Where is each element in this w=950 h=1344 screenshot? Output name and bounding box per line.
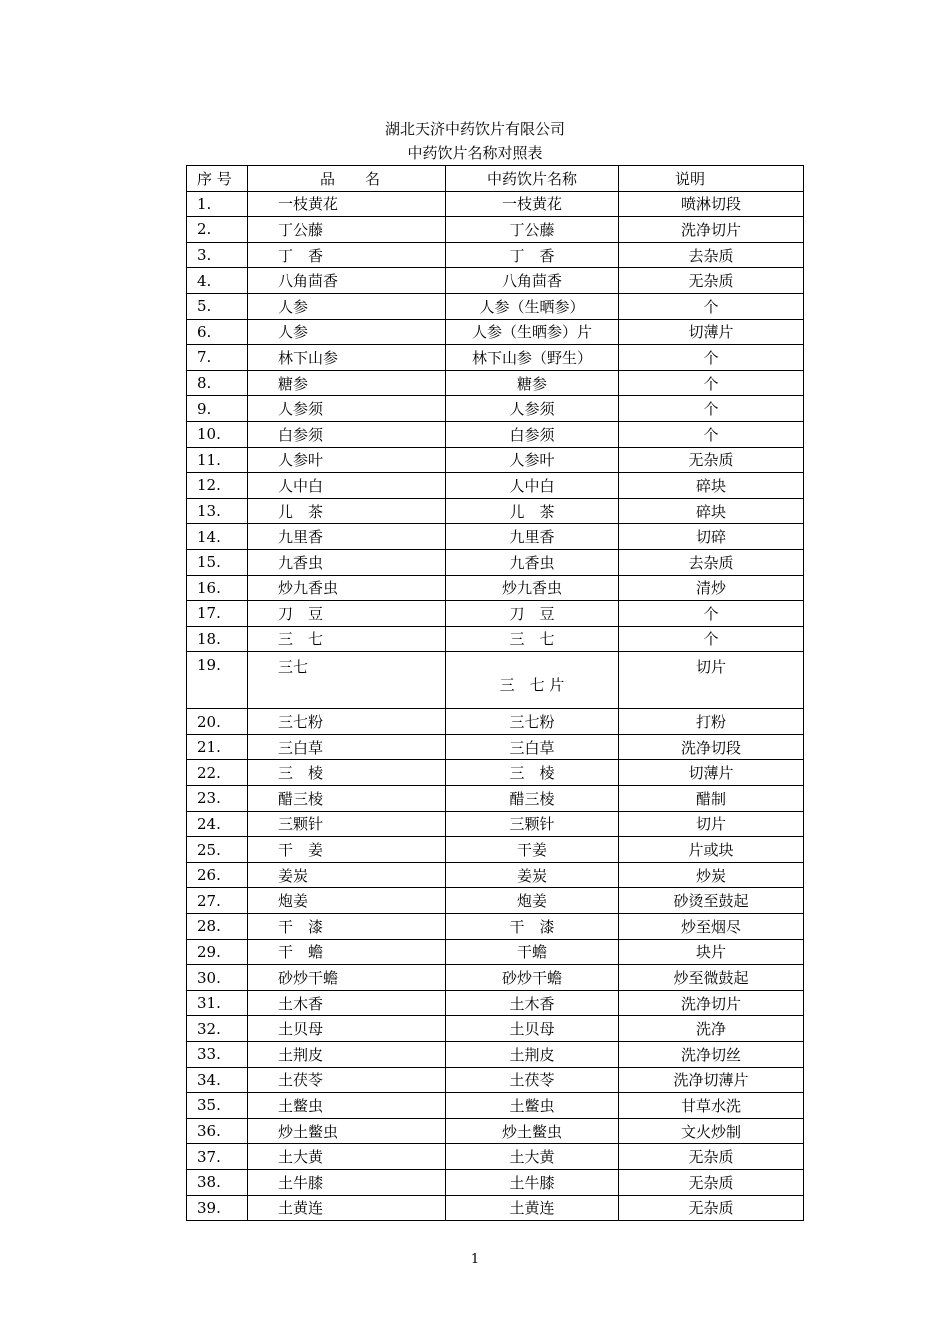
row-item-name: 三 棱 <box>248 760 446 786</box>
row-note: 切碎 <box>619 524 804 550</box>
table-row <box>187 191 804 217</box>
row-number: 31. <box>187 990 248 1016</box>
row-item-name: 人参叶 <box>248 447 446 473</box>
row-slice-name: 八角茴香 <box>446 268 619 294</box>
row-item-name: 干 蟾 <box>248 939 446 965</box>
row-note: 无杂质 <box>619 268 804 294</box>
row-slice-name: 人参（生晒参） <box>446 293 619 319</box>
row-number: 28. <box>187 914 248 940</box>
table-row <box>187 268 804 294</box>
row-note: 个 <box>619 345 804 371</box>
row-note: 醋制 <box>619 786 804 812</box>
table-row <box>187 575 804 601</box>
row-slice-name: 九里香 <box>446 524 619 550</box>
row-note: 片或块 <box>619 837 804 863</box>
row-item-name: 砂炒干蟾 <box>248 965 446 991</box>
table-row <box>187 652 804 709</box>
row-slice-name: 人参叶 <box>446 447 619 473</box>
row-slice-name: 白参须 <box>446 421 619 447</box>
table-row <box>187 601 804 627</box>
row-note: 无杂质 <box>619 1169 804 1195</box>
row-slice-name: 土木香 <box>446 990 619 1016</box>
row-number: 35. <box>187 1093 248 1119</box>
table-row <box>187 626 804 652</box>
row-item-name: 土大黄 <box>248 1144 446 1170</box>
row-note: 个 <box>619 293 804 319</box>
row-number: 39. <box>187 1195 248 1221</box>
document-title: 中药饮片名称对照表 <box>407 144 543 162</box>
row-slice-name: 人参须 <box>446 396 619 422</box>
row-item-name: 林下山参 <box>248 345 446 371</box>
row-note: 洗净切段 <box>619 734 804 760</box>
row-note: 炒炭 <box>619 862 804 888</box>
row-slice-name: 土贝母 <box>446 1016 619 1042</box>
row-item-name: 白参须 <box>248 421 446 447</box>
table-row <box>187 1118 804 1144</box>
row-number: 22. <box>187 760 248 786</box>
row-note: 块片 <box>619 939 804 965</box>
row-slice-name: 土茯苓 <box>446 1067 619 1093</box>
table-row <box>187 498 804 524</box>
table-row <box>187 990 804 1016</box>
table-row <box>187 914 804 940</box>
row-item-name: 三颗针 <box>248 811 446 837</box>
row-note: 切薄片 <box>619 760 804 786</box>
row-item-name: 九香虫 <box>248 549 446 575</box>
row-slice-name: 九香虫 <box>446 549 619 575</box>
table-row <box>187 1067 804 1093</box>
row-item-name: 干 漆 <box>248 914 446 940</box>
row-item-name: 炮姜 <box>248 888 446 914</box>
table-row <box>187 1016 804 1042</box>
table-row <box>187 421 804 447</box>
row-slice-name: 砂炒干蟾 <box>446 965 619 991</box>
row-number: 19. <box>187 652 248 709</box>
row-number: 14. <box>187 524 248 550</box>
row-item-name: 土茯苓 <box>248 1067 446 1093</box>
row-number: 21. <box>187 734 248 760</box>
row-item-name: 炒土鳖虫 <box>248 1118 446 1144</box>
row-note: 碎块 <box>619 473 804 499</box>
row-note: 喷淋切段 <box>619 191 804 217</box>
row-note: 个 <box>619 626 804 652</box>
row-item-name: 炒九香虫 <box>248 575 446 601</box>
row-item-name: 土贝母 <box>248 1016 446 1042</box>
row-number: 7. <box>187 345 248 371</box>
table-body <box>187 191 804 1221</box>
row-item-name: 三七粉 <box>248 709 446 735</box>
herbal-slices-name-table <box>186 165 804 1221</box>
row-item-name: 三 七 <box>248 626 446 652</box>
row-slice-name: 儿 茶 <box>446 498 619 524</box>
row-slice-name: 人参（生晒参）片 <box>446 319 619 345</box>
row-slice-name: 干 漆 <box>446 914 619 940</box>
row-number: 12. <box>187 473 248 499</box>
row-slice-name: 三七粉 <box>446 709 619 735</box>
row-note: 切片 <box>619 811 804 837</box>
row-note: 个 <box>619 370 804 396</box>
row-item-name: 姜炭 <box>248 862 446 888</box>
row-slice-name: 人中白 <box>446 473 619 499</box>
row-number: 18. <box>187 626 248 652</box>
table-row <box>187 1195 804 1221</box>
row-number: 23. <box>187 786 248 812</box>
row-slice-name: 三 七 <box>446 626 619 652</box>
row-note: 洗净切片 <box>619 217 804 243</box>
row-slice-name: 土大黄 <box>446 1144 619 1170</box>
row-slice-name: 三 七 片 <box>446 652 619 709</box>
row-item-name: 九里香 <box>248 524 446 550</box>
row-item-name: 刀 豆 <box>248 601 446 627</box>
row-slice-name: 土鳖虫 <box>446 1093 619 1119</box>
row-note: 洗净切薄片 <box>619 1067 804 1093</box>
row-number: 36. <box>187 1118 248 1144</box>
table-row <box>187 345 804 371</box>
table-row <box>187 242 804 268</box>
table-row <box>187 786 804 812</box>
row-number: 27. <box>187 888 248 914</box>
row-item-name: 土荆皮 <box>248 1042 446 1068</box>
table-row <box>187 965 804 991</box>
row-item-name: 人参须 <box>248 396 446 422</box>
row-number: 16. <box>187 575 248 601</box>
row-slice-name: 炮姜 <box>446 888 619 914</box>
table-row <box>187 293 804 319</box>
row-slice-name: 干姜 <box>446 837 619 863</box>
row-number: 38. <box>187 1169 248 1195</box>
row-number: 8. <box>187 370 248 396</box>
column-header-slice-name: 中药饮片名称 <box>446 166 619 192</box>
row-slice-name: 一枝黄花 <box>446 191 619 217</box>
row-note: 甘草水洗 <box>619 1093 804 1119</box>
row-number: 37. <box>187 1144 248 1170</box>
row-number: 29. <box>187 939 248 965</box>
table-row <box>187 217 804 243</box>
table-row <box>187 447 804 473</box>
table-row <box>187 370 804 396</box>
row-note: 文火炒制 <box>619 1118 804 1144</box>
row-slice-name: 土牛膝 <box>446 1169 619 1195</box>
table-row <box>187 709 804 735</box>
row-number: 26. <box>187 862 248 888</box>
row-note: 无杂质 <box>619 1195 804 1221</box>
row-note: 打粉 <box>619 709 804 735</box>
table-header-row <box>187 166 804 192</box>
table-row <box>187 939 804 965</box>
row-item-name: 人参 <box>248 319 446 345</box>
row-item-name: 三七 <box>248 652 446 709</box>
row-note: 无杂质 <box>619 1144 804 1170</box>
row-slice-name: 干蟾 <box>446 939 619 965</box>
page-number: 1 <box>470 1252 480 1267</box>
table-row <box>187 1093 804 1119</box>
row-note: 炒至微鼓起 <box>619 965 804 991</box>
row-number: 25. <box>187 837 248 863</box>
row-note: 炒至烟尽 <box>619 914 804 940</box>
row-slice-name: 三白草 <box>446 734 619 760</box>
row-note: 砂烫至鼓起 <box>619 888 804 914</box>
row-note: 洗净 <box>619 1016 804 1042</box>
row-note: 切片 <box>619 652 804 709</box>
table-row <box>187 473 804 499</box>
row-item-name: 醋三棱 <box>248 786 446 812</box>
row-number: 10. <box>187 421 248 447</box>
row-number: 30. <box>187 965 248 991</box>
table-row <box>187 1169 804 1195</box>
row-note: 碎块 <box>619 498 804 524</box>
row-item-name: 儿 茶 <box>248 498 446 524</box>
row-item-name: 土牛膝 <box>248 1169 446 1195</box>
row-item-name: 土黄连 <box>248 1195 446 1221</box>
row-slice-name: 三颗针 <box>446 811 619 837</box>
row-item-name: 土木香 <box>248 990 446 1016</box>
row-note: 洗净切片 <box>619 990 804 1016</box>
table-row <box>187 888 804 914</box>
row-note: 个 <box>619 421 804 447</box>
row-item-name: 人参 <box>248 293 446 319</box>
row-note: 个 <box>619 601 804 627</box>
row-note: 洗净切丝 <box>619 1042 804 1068</box>
row-number: 20. <box>187 709 248 735</box>
row-item-name: 丁 香 <box>248 242 446 268</box>
row-slice-name: 林下山参（野生） <box>446 345 619 371</box>
row-slice-name: 糖参 <box>446 370 619 396</box>
row-item-name: 一枝黄花 <box>248 191 446 217</box>
row-number: 2. <box>187 217 248 243</box>
row-number: 34. <box>187 1067 248 1093</box>
column-header-item-name: 品 名 <box>248 166 446 192</box>
table-row <box>187 396 804 422</box>
table-row <box>187 734 804 760</box>
column-header-number: 序 号 <box>187 166 248 192</box>
row-number: 24. <box>187 811 248 837</box>
row-item-name: 八角茴香 <box>248 268 446 294</box>
table-row <box>187 811 804 837</box>
table-row <box>187 862 804 888</box>
row-slice-name: 三 棱 <box>446 760 619 786</box>
row-note: 清炒 <box>619 575 804 601</box>
row-number: 17. <box>187 601 248 627</box>
company-name: 湖北天济中药饮片有限公司 <box>384 120 565 138</box>
row-note: 切薄片 <box>619 319 804 345</box>
table-row <box>187 549 804 575</box>
row-number: 13. <box>187 498 248 524</box>
row-item-name: 三白草 <box>248 734 446 760</box>
row-number: 11. <box>187 447 248 473</box>
row-item-name: 丁公藤 <box>248 217 446 243</box>
row-slice-name: 炒土鳖虫 <box>446 1118 619 1144</box>
row-slice-name: 炒九香虫 <box>446 575 619 601</box>
table-row <box>187 524 804 550</box>
row-item-name: 土鳖虫 <box>248 1093 446 1119</box>
row-number: 15. <box>187 549 248 575</box>
row-slice-name: 丁 香 <box>446 242 619 268</box>
table-row <box>187 1042 804 1068</box>
row-slice-name: 醋三棱 <box>446 786 619 812</box>
row-note: 无杂质 <box>619 447 804 473</box>
table-row <box>187 837 804 863</box>
row-item-name: 糖参 <box>248 370 446 396</box>
row-number: 4. <box>187 268 248 294</box>
row-slice-name: 土荆皮 <box>446 1042 619 1068</box>
row-slice-name: 姜炭 <box>446 862 619 888</box>
table-row <box>187 760 804 786</box>
row-number: 32. <box>187 1016 248 1042</box>
row-number: 3. <box>187 242 248 268</box>
column-header-note: 说明 <box>619 166 804 192</box>
row-number: 6. <box>187 319 248 345</box>
row-note: 去杂质 <box>619 242 804 268</box>
row-note: 去杂质 <box>619 549 804 575</box>
row-number: 1. <box>187 191 248 217</box>
row-note: 个 <box>619 396 804 422</box>
row-number: 33. <box>187 1042 248 1068</box>
row-number: 5. <box>187 293 248 319</box>
row-item-name: 干 姜 <box>248 837 446 863</box>
table-row <box>187 319 804 345</box>
row-item-name: 人中白 <box>248 473 446 499</box>
row-number: 9. <box>187 396 248 422</box>
row-slice-name: 刀 豆 <box>446 601 619 627</box>
row-slice-name: 丁公藤 <box>446 217 619 243</box>
row-slice-name: 土黄连 <box>446 1195 619 1221</box>
table-row <box>187 1144 804 1170</box>
